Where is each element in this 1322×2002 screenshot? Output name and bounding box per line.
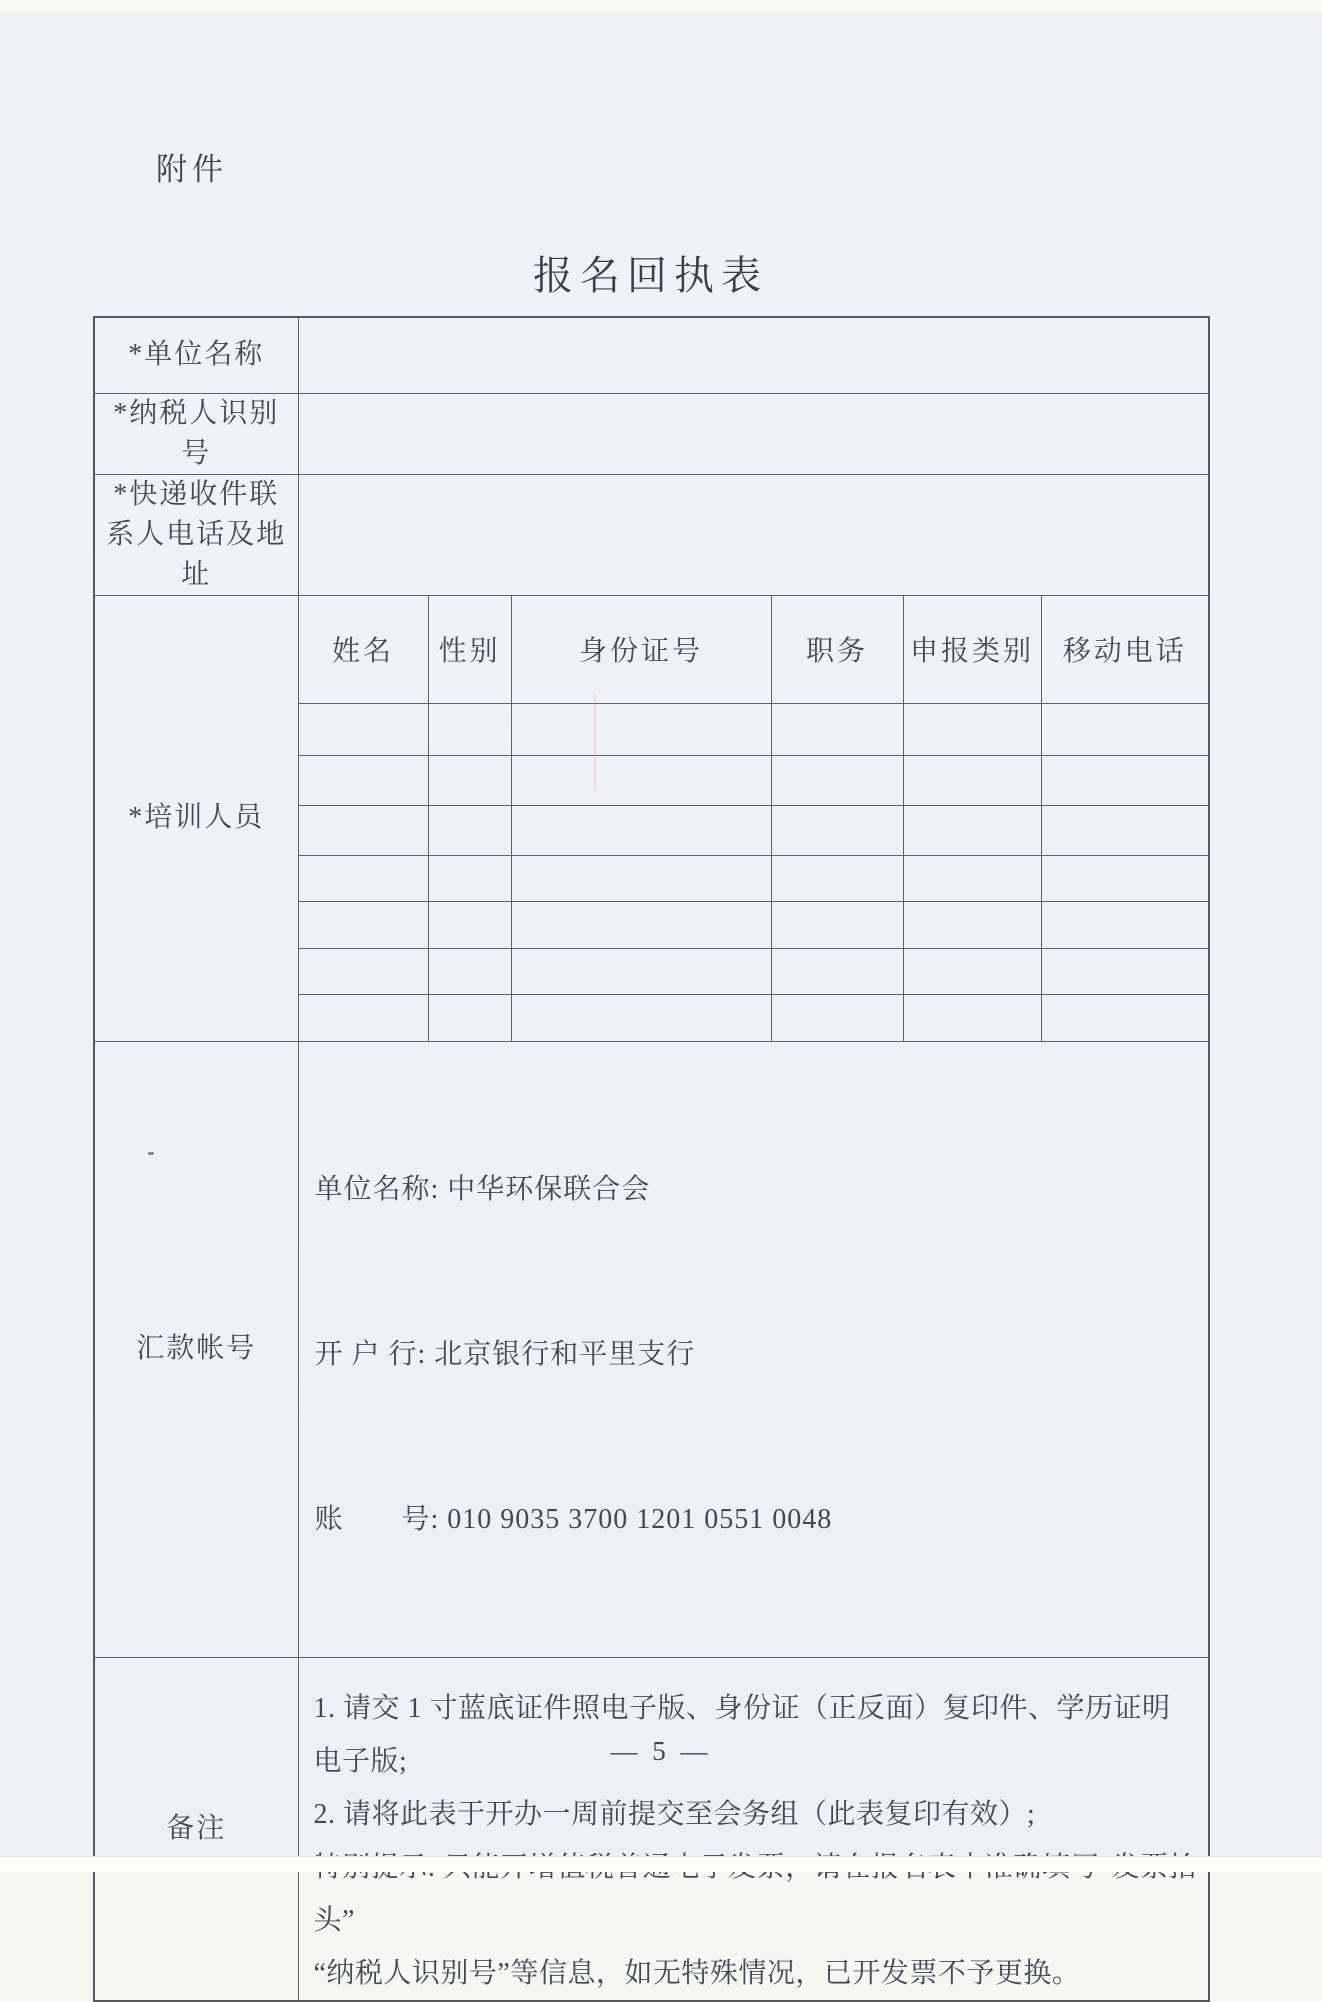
scan-artifact-dot [148, 1152, 154, 1155]
empty-cell [428, 901, 511, 948]
empty-cell [511, 948, 771, 994]
empty-cell [1041, 755, 1209, 805]
empty-cell [511, 855, 771, 901]
empty-cell [428, 948, 511, 994]
col-header-category: 申报类别 [903, 595, 1041, 703]
empty-cell [1041, 703, 1209, 755]
page-number: — 5 — [610, 1736, 712, 1766]
personnel-label-text: *培训人员 [128, 802, 265, 833]
page-title: 报名回执表 [533, 254, 768, 298]
row-remarks [94, 1657, 1209, 2001]
row-unit-name [94, 317, 1209, 393]
row-taxpayer-id [94, 393, 1209, 474]
empty-cell [298, 755, 428, 805]
empty-cell [1041, 855, 1209, 901]
remittance-value-cell [298, 1041, 1209, 1657]
empty-cell [298, 994, 428, 1041]
empty-cell [511, 994, 771, 1041]
empty-cell [1041, 994, 1209, 1041]
empty-cell [298, 855, 428, 901]
col-header-id-number: 身份证号 [511, 595, 771, 703]
bank-account-holder: 单位名称: 中华环保联合会 [314, 1173, 651, 1205]
empty-cell [298, 805, 428, 855]
empty-cell [511, 901, 771, 948]
row-remittance-account [94, 1041, 1209, 1657]
unit-name-label [94, 317, 298, 393]
remark-line-4: “纳税人识别号”等信息，如无特殊情况，已开发票不予更换。 [313, 1957, 1081, 1989]
empty-cell [298, 901, 428, 948]
empty-cell [771, 855, 903, 901]
empty-cell [903, 901, 1041, 948]
courier-contact-label-text: *快递收件联系人电话及地址 [106, 478, 287, 590]
empty-cell [903, 948, 1041, 994]
attachment-label: 附件 [156, 152, 228, 187]
col-header-mobile: 移动电话 [1041, 595, 1209, 703]
empty-cell [428, 755, 511, 805]
empty-cell [771, 948, 903, 994]
empty-cell [1041, 948, 1209, 994]
empty-cell [298, 948, 428, 994]
empty-cell [903, 805, 1041, 855]
empty-cell [903, 703, 1041, 755]
scan-edge-bottom [0, 1856, 1322, 1872]
courier-contact-label [94, 474, 298, 595]
empty-cell [903, 855, 1041, 901]
empty-cell [511, 755, 771, 805]
unit-name-value-cell [298, 317, 1209, 393]
col-header-gender: 性别 [428, 595, 511, 703]
courier-contact-value-cell [298, 474, 1209, 595]
empty-cell [771, 805, 903, 855]
personnel-header-row [94, 595, 1209, 703]
taxpayer-id-value-cell [298, 393, 1209, 474]
empty-cell [771, 994, 903, 1041]
remarks-value-cell [298, 1657, 1209, 2001]
empty-cell [771, 901, 903, 948]
remark-line-3: 头” [313, 1904, 355, 1936]
remarks-label-text: 备注 [166, 1812, 227, 1844]
row-courier-contact [94, 474, 1209, 595]
empty-cell [771, 703, 903, 755]
empty-cell [298, 703, 428, 755]
empty-cell [511, 703, 771, 755]
empty-cell [428, 994, 511, 1041]
empty-cell [903, 755, 1041, 805]
remarks-label [94, 1657, 298, 2001]
bank-account-number: 账 号: 010 9035 3700 1201 0551 0048 [314, 1503, 833, 1535]
scan-artifact-line [594, 694, 596, 790]
taxpayer-id-label-text: *纳税人识别号 [113, 397, 280, 469]
col-header-name: 姓名 [298, 595, 428, 703]
taxpayer-id-label [94, 393, 298, 474]
bank-branch: 开 户 行: 北京银行和平里支行 [314, 1338, 696, 1370]
remittance-label [94, 1041, 298, 1657]
empty-cell [771, 755, 903, 805]
scan-edge-top [0, 0, 1322, 14]
empty-cell [428, 805, 511, 855]
empty-cell [428, 855, 511, 901]
unit-name-label-text: *单位名称 [128, 339, 265, 371]
remittance-label-text: 汇款帐号 [136, 1333, 257, 1364]
empty-cell [1041, 901, 1209, 948]
empty-cell [1041, 805, 1209, 855]
remark-line-1: 1. 请交 1 寸蓝底证件照电子版、身份证（正反面）复印件、学历证明电子版; [313, 1692, 1171, 1777]
empty-cell [428, 703, 511, 755]
remark-line-2: 2. 请将此表于开办一周前提交至会务组（此表复印有效）; [313, 1798, 1036, 1830]
empty-cell [903, 994, 1041, 1041]
empty-cell [511, 805, 771, 855]
personnel-label [94, 595, 298, 1041]
col-header-position: 职务 [771, 595, 903, 703]
